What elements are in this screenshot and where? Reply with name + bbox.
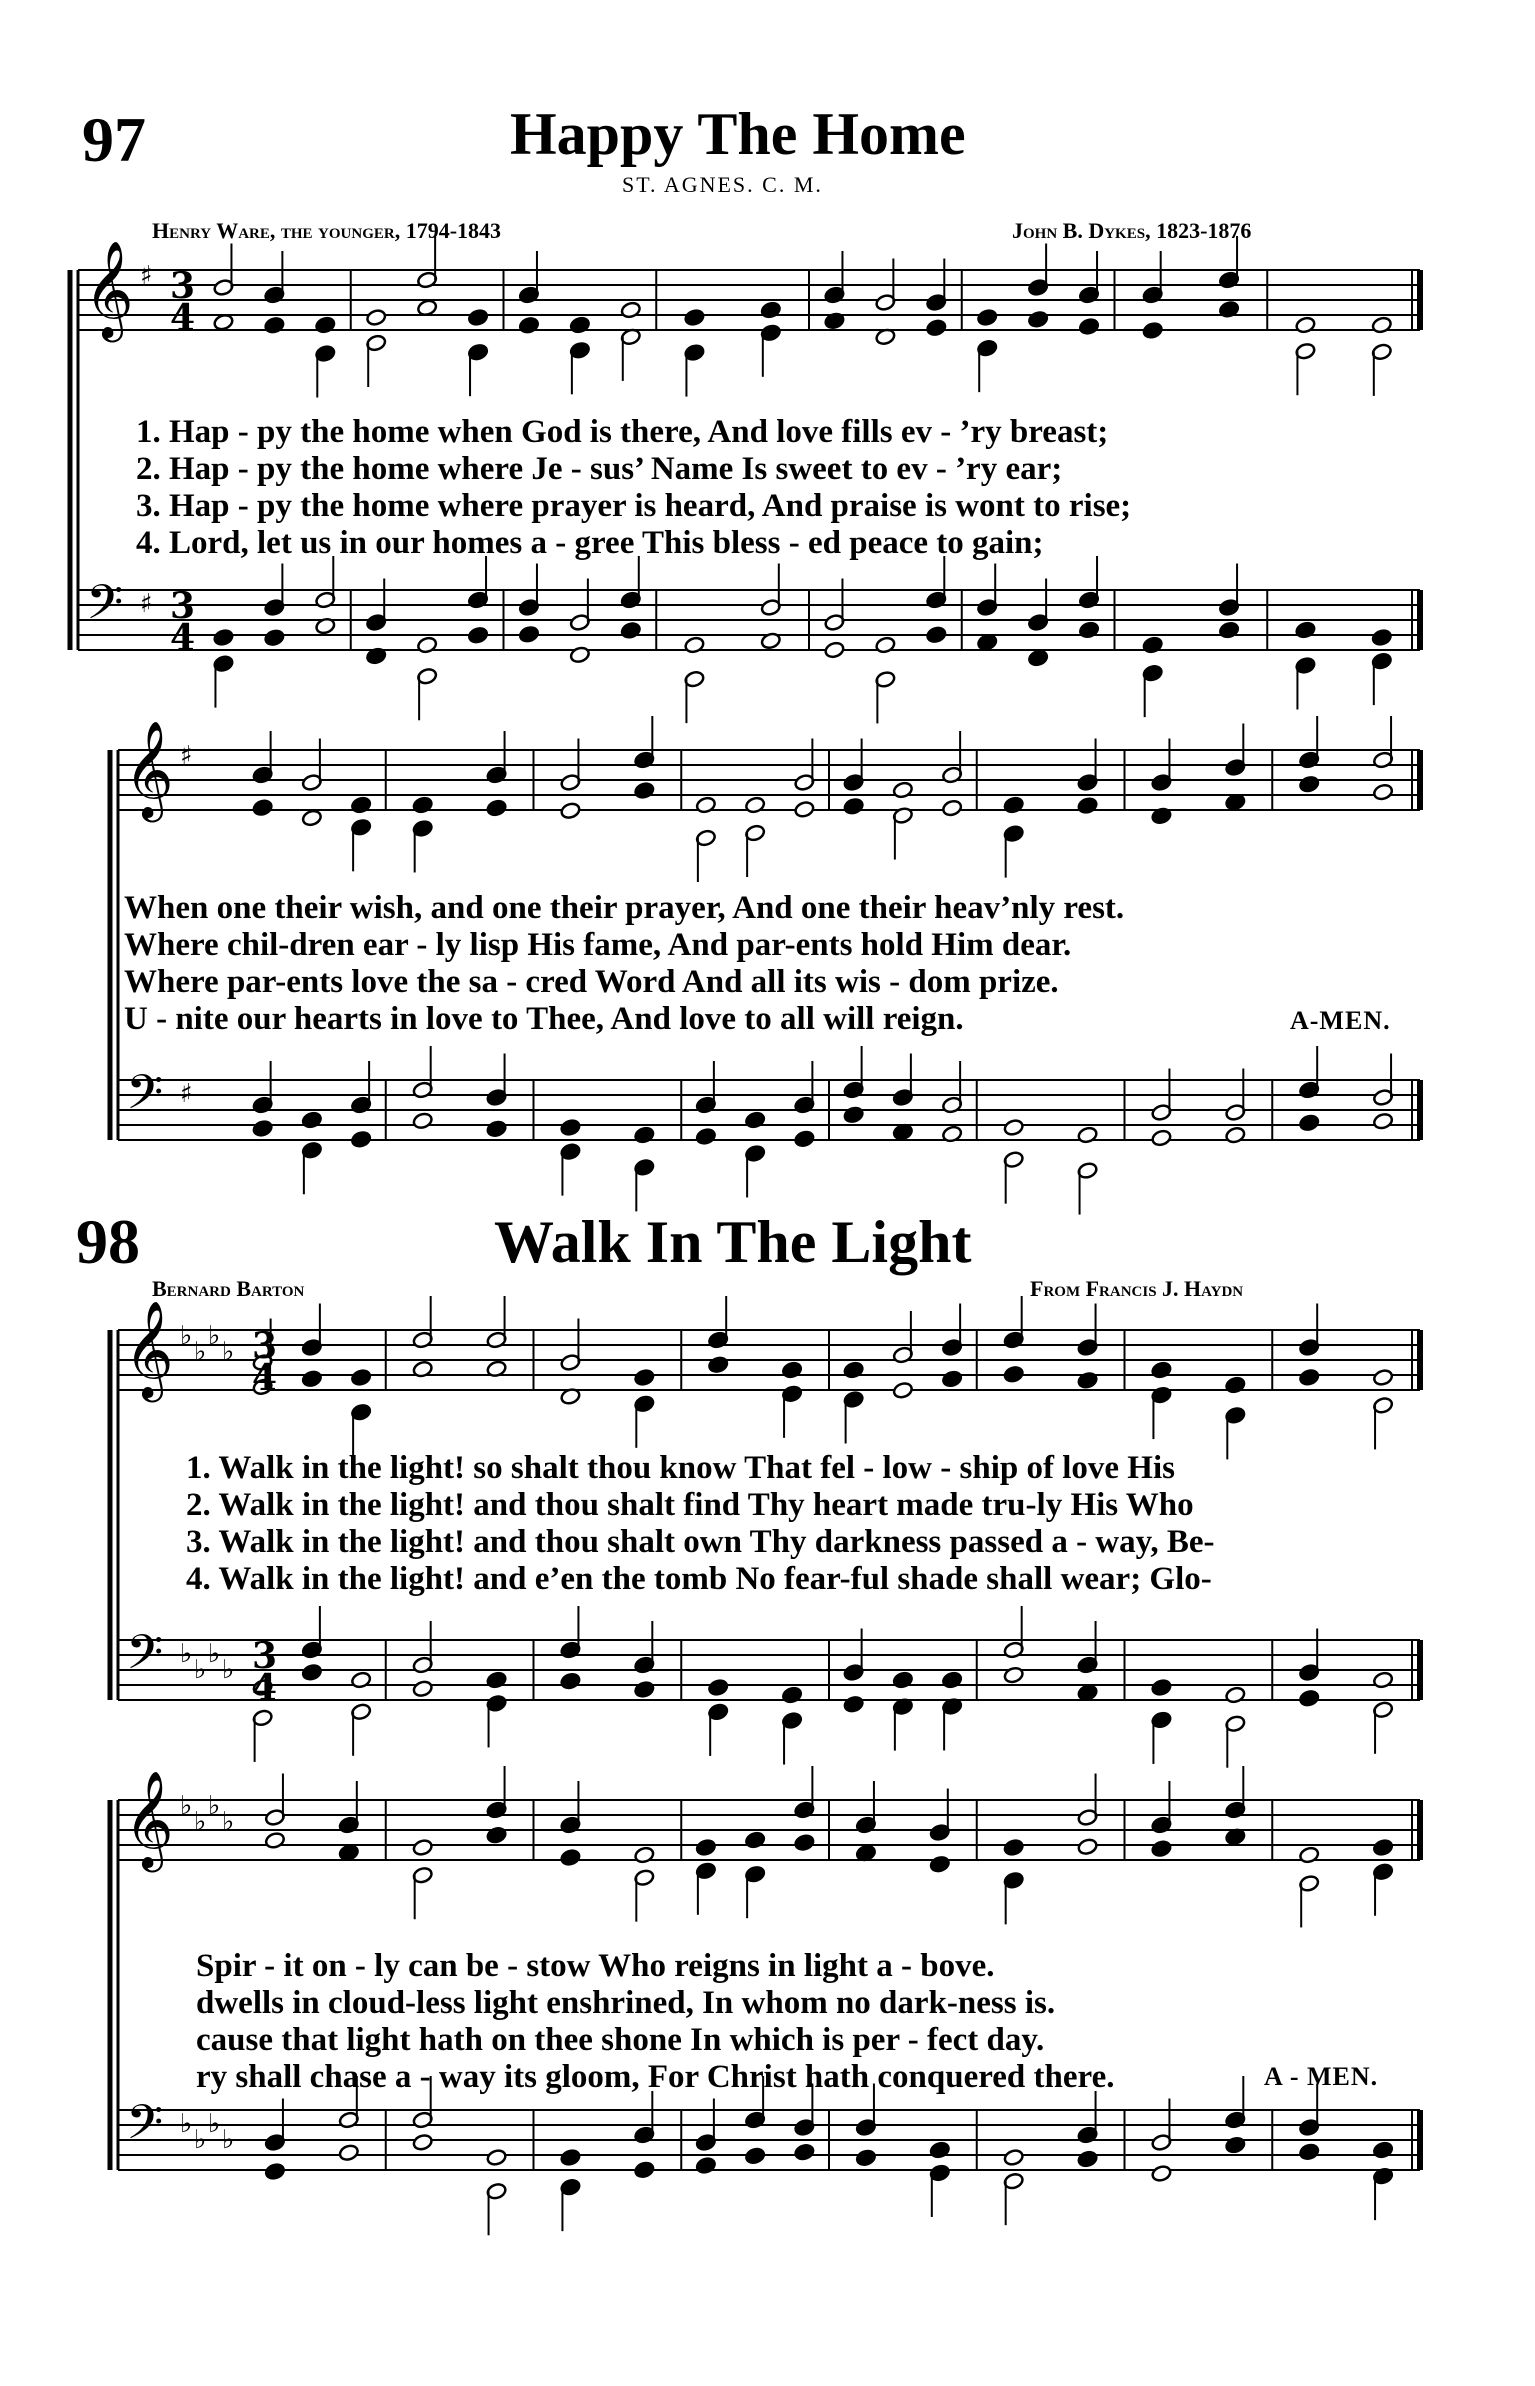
note-head	[412, 1680, 433, 1698]
flat-icon: ♭	[222, 1337, 235, 1367]
note-head	[875, 636, 896, 654]
note-head	[684, 308, 705, 326]
note-head	[264, 2162, 285, 2180]
sharp-icon: ♯	[140, 261, 153, 291]
flat-icon: ♭	[208, 2109, 221, 2139]
lyric-line: 2. Walk in the light! and thou shalt find Thy heart made tru-ly His Who	[186, 1487, 1194, 1523]
note-head	[781, 1686, 802, 1704]
note-head	[1225, 2136, 1246, 2154]
note-head	[412, 1838, 433, 1856]
note-head	[1003, 1365, 1024, 1383]
composer-credit: From Francis J. Haydn	[1030, 1276, 1244, 1301]
note-head	[264, 316, 285, 334]
lyric-line: cause that light hath on thee shone In which is per - fect day.	[196, 2022, 1045, 2058]
note-head	[634, 1126, 655, 1144]
note-head	[929, 1855, 950, 1873]
note-head	[620, 301, 641, 319]
note-head	[1003, 1838, 1024, 1856]
flat-icon: ♭	[208, 1791, 221, 1821]
note-head	[560, 2148, 581, 2166]
note-head	[929, 2141, 950, 2159]
note-head	[855, 2149, 876, 2167]
lyric-line: When one their wish, and one their prayer, And one their heav’nly rest.	[124, 890, 1125, 926]
note-head	[1372, 1671, 1393, 1689]
lyric-line: Spir - it on - ly can be - stow Who reigns in light a - bove.	[196, 1948, 995, 1984]
note-head	[486, 1671, 507, 1689]
note-head	[744, 796, 765, 814]
note-head	[695, 1838, 716, 1856]
note-head	[843, 1695, 864, 1713]
lyric-line: 4. Lord, let us in our homes a - gree This bless - ed peace to gain;	[136, 525, 1044, 561]
note-head	[1003, 2148, 1024, 2166]
time-signature: 3	[170, 265, 196, 307]
note-head	[252, 1119, 273, 1137]
composer-credit: John B. Dykes, 1823-1876	[1012, 218, 1252, 243]
note-head	[892, 1671, 913, 1689]
bass-clef: 𝄢	[126, 1064, 164, 1132]
note-head	[569, 316, 590, 334]
note-head	[350, 1368, 371, 1386]
note-head	[1371, 316, 1392, 334]
note-head	[1078, 317, 1099, 335]
amen-label: A - MEN.	[1264, 2062, 1379, 2091]
note-head	[338, 2144, 359, 2162]
bass-clef: 𝄢	[126, 2094, 164, 2162]
note-head	[794, 800, 815, 818]
flat-icon: ♭	[194, 1655, 207, 1685]
time-signature: 4	[170, 617, 196, 659]
lyric-line: 1. Walk in the light! so shalt thou know That fel - low - ship of love His	[186, 1450, 1175, 1486]
note-head	[1299, 775, 1320, 793]
note-head	[1372, 783, 1393, 801]
lyric-line: Where par-ents love the sa - cred Word And all its wis - dom prize.	[124, 964, 1059, 1000]
note-head	[744, 1831, 765, 1849]
sharp-icon: ♯	[140, 589, 153, 619]
note-head	[977, 308, 998, 326]
note-head	[760, 301, 781, 319]
note-head	[794, 1130, 815, 1148]
note-head	[941, 1370, 962, 1388]
flat-icon: ♭	[222, 2125, 235, 2155]
note-head	[1372, 1838, 1393, 1856]
note-head	[708, 1356, 729, 1374]
treble-clef: 𝄞	[124, 1770, 174, 1868]
lyric-line: dwells in cloud-less light enshrined, In whom no dark-ness is.	[196, 1985, 1056, 2021]
note-head	[569, 646, 590, 664]
flat-icon: ♭	[180, 1639, 193, 1669]
time-signature: 4	[170, 297, 196, 339]
note-head	[560, 1118, 581, 1136]
note-head	[412, 796, 433, 814]
note-head	[252, 798, 273, 816]
note-head	[1372, 2141, 1393, 2159]
note-head	[1077, 1371, 1098, 1389]
note-head	[301, 809, 322, 827]
flat-icon: ♭	[222, 1807, 235, 1837]
note-head	[684, 636, 705, 654]
note-head	[1299, 1846, 1320, 1864]
hymn-number: 98	[76, 1206, 140, 1277]
note-head	[926, 626, 947, 644]
note-head	[1225, 1686, 1246, 1704]
note-head	[843, 1106, 864, 1124]
note-head	[634, 1680, 655, 1698]
flat-icon: ♭	[194, 1807, 207, 1837]
note-head	[486, 1120, 507, 1138]
note-head	[892, 781, 913, 799]
author-credit: Henry Ware, the younger, 1794-1843	[152, 218, 502, 243]
lyric-line: 4. Walk in the light! and e’en the tomb No fear-ful shade shall wear; Glo-	[186, 1561, 1212, 1597]
note-head	[467, 308, 488, 326]
note-head	[1142, 636, 1163, 654]
note-head	[350, 1671, 371, 1689]
sharp-icon: ♯	[180, 741, 193, 771]
note-head	[518, 316, 539, 334]
flat-icon: ♭	[180, 1321, 193, 1351]
note-head	[213, 628, 234, 646]
note-head	[560, 802, 581, 820]
note-head	[744, 2147, 765, 2165]
note-head	[1299, 1114, 1320, 1132]
lyric-line: U - nite our hearts in love to Thee, And love to all will reign.	[124, 1001, 964, 1037]
note-head	[1225, 1126, 1246, 1144]
note-head	[1218, 621, 1239, 639]
note-head	[560, 1848, 581, 1866]
note-head	[1003, 1118, 1024, 1136]
lyric-line: 3. Walk in the light! and thou shalt own Thy darkness passed a - way, Be-	[186, 1524, 1215, 1560]
lyric-line: 1. Hap - py the home when God is there, And love fills ev - ’ry breast;	[136, 414, 1109, 450]
author-credit: Bernard Barton	[152, 1276, 305, 1301]
note-head	[1371, 628, 1392, 646]
note-head	[1003, 1666, 1024, 1684]
note-head	[301, 1111, 322, 1129]
lyric-line: 2. Hap - py the home where Je - sus’ Name Is sweet to ev - ’ry ear;	[136, 451, 1063, 487]
flat-icon: ♭	[194, 2125, 207, 2155]
note-head	[695, 1127, 716, 1145]
note-head	[518, 625, 539, 643]
note-head	[1372, 1368, 1393, 1386]
note-head	[264, 1831, 285, 1849]
note-head	[1299, 1368, 1320, 1386]
hymn-title: Happy The Home	[510, 101, 966, 167]
note-head	[416, 636, 437, 654]
note-head	[926, 319, 947, 337]
note-head	[1077, 1126, 1098, 1144]
note-head	[1151, 1361, 1172, 1379]
note-head	[634, 1368, 655, 1386]
note-head	[486, 799, 507, 817]
note-head	[486, 1826, 507, 1844]
note-head	[301, 1370, 322, 1388]
note-head	[412, 1112, 433, 1130]
treble-clef: 𝄞	[124, 1300, 174, 1398]
note-head	[1077, 2150, 1098, 2168]
time-signature: 3	[170, 585, 196, 627]
sharp-icon: ♯	[180, 1079, 193, 1109]
tune-name: ST. AGNES. C. M.	[622, 172, 823, 197]
note-head	[315, 316, 336, 334]
note-head	[634, 781, 655, 799]
flat-icon: ♭	[180, 1791, 193, 1821]
note-head	[1151, 2164, 1172, 2182]
note-head	[1027, 310, 1048, 328]
note-head	[892, 1381, 913, 1399]
note-head	[1078, 621, 1099, 639]
bass-clef: 𝄢	[86, 574, 124, 642]
flat-icon: ♭	[222, 1655, 235, 1685]
time-signature: 4	[252, 1357, 278, 1399]
note-head	[794, 2143, 815, 2161]
flat-icon: ♭	[194, 1337, 207, 1367]
note-head	[824, 641, 845, 659]
note-head	[695, 2156, 716, 2174]
note-head	[486, 2148, 507, 2166]
time-signature: 3	[252, 1635, 278, 1677]
note-head	[1151, 1839, 1172, 1857]
note-head	[634, 2161, 655, 2179]
note-head	[1372, 1112, 1393, 1130]
note-head	[301, 1663, 322, 1681]
note-head	[708, 1678, 729, 1696]
note-head	[1003, 796, 1024, 814]
note-head	[412, 2133, 433, 2151]
note-head	[1299, 2143, 1320, 2161]
note-head	[350, 1130, 371, 1148]
note-head	[366, 308, 387, 326]
flat-icon: ♭	[208, 1321, 221, 1351]
treble-clef: 𝄞	[124, 720, 174, 818]
note-head	[781, 1361, 802, 1379]
note-head	[1225, 1376, 1246, 1394]
note-head	[1077, 1838, 1098, 1856]
note-head	[1299, 1689, 1320, 1707]
note-head	[941, 1671, 962, 1689]
hymn-number: 97	[82, 104, 146, 175]
note-head	[1077, 796, 1098, 814]
note-head	[695, 796, 716, 814]
lyric-line: Where chil-dren ear - ly lisp His fame, And par-ents hold Him dear.	[124, 927, 1072, 963]
note-head	[620, 621, 641, 639]
note-head	[264, 629, 285, 647]
note-head	[794, 1833, 815, 1851]
hymn-title: Walk In The Light	[494, 1209, 972, 1275]
note-head	[744, 1111, 765, 1129]
lyric-line: 3. Hap - py the home where prayer is heard, And praise is wont to rise;	[136, 488, 1132, 524]
note-head	[941, 799, 962, 817]
note-head	[1151, 1129, 1172, 1147]
note-head	[843, 797, 864, 815]
note-head	[1295, 316, 1316, 334]
note-head	[1295, 621, 1316, 639]
treble-clef: 𝄞	[84, 240, 134, 338]
note-head	[634, 1846, 655, 1864]
time-signature: 3	[252, 1325, 278, 1367]
lyric-line: ry shall chase a - way its gloom, For Christ hath conquered there.	[196, 2059, 1115, 2095]
note-head	[467, 626, 488, 644]
note-head	[560, 1672, 581, 1690]
note-head	[843, 1361, 864, 1379]
note-head	[1027, 649, 1048, 667]
flat-icon: ♭	[208, 1639, 221, 1669]
note-head	[1142, 321, 1163, 339]
time-signature: 4	[252, 1667, 278, 1709]
amen-label: A-MEN.	[1290, 1006, 1391, 1035]
bass-clef: 𝄢	[126, 1624, 164, 1692]
flat-icon: ♭	[180, 2109, 193, 2139]
note-head	[350, 796, 371, 814]
note-head	[1151, 1678, 1172, 1696]
